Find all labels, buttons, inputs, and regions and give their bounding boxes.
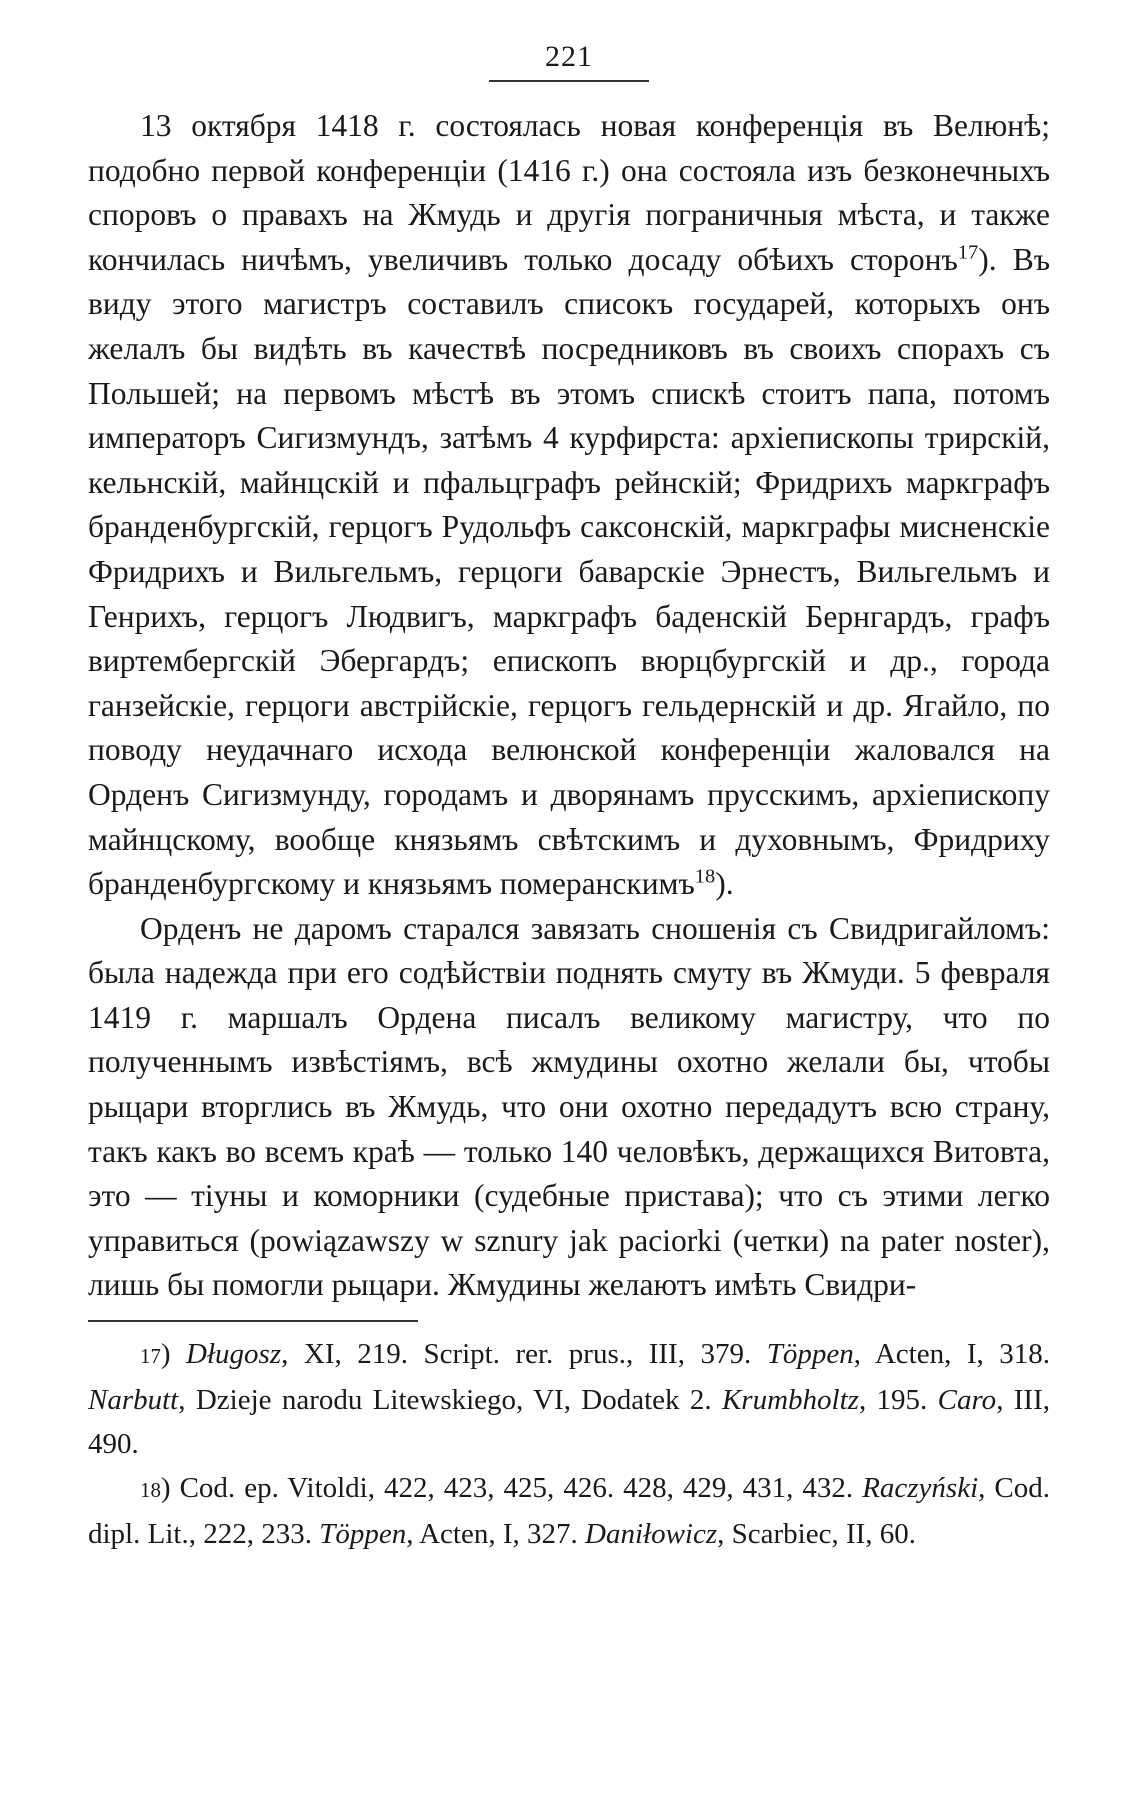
footnote-ref-17: 17 [957,241,979,264]
footnote-17-mark: 17 [140,1344,161,1369]
footnote-18-text-2: , Cod. dipl. Lit., 222, 233. [88,1472,1051,1551]
paragraph-1-part-3: ). [715,866,734,902]
footnotes [88,1332,1050,1556]
footnote-17-text-3: , Dzieje narodu Litewskiego, VI, Dodatek 2. [178,1384,722,1417]
book-page [88,40,1050,1556]
footnote-18-author-raczynski: Raczyński [862,1472,979,1505]
footnote-18-text-1: Cod. ep. Vitoldi, 422, 423, 425, 426. 428, 429, 431, 432. [179,1472,863,1505]
paragraph-2-text: Орденъ не даромъ старался завязать сношенія съ Свидригайломъ: была надежда при его содѣйствіи поднять смуту въ Жмуди. 5 февраля 1419 г. маршалъ Ордена писалъ великому магистру, что по полученнымъ извѣстіямъ, всѣ жмудины охотно желали бы, чтобы рыцари вторглись въ Жмудь, что они охотно передадутъ всю страну, такъ какъ во всемъ краѣ — только 140 человѣкъ, держащихся Витовта, это — тіуны и коморники (судебные пристава); что съ этими легко управиться (powiązawszy w sznury jak paciorki (четки) na pater noster), лишь бы помогли рыцари. Жмудины желаютъ имѣть Свидри- [88,910,1050,1303]
footnote-17-text-4: , 195. [858,1384,938,1417]
footnote-17-author-toppen: Töppen [766,1338,854,1371]
paragraph-2 [88,907,1050,1308]
footnote-17-text-1: , XI, 219. Script. rer. prus., III, 379. [281,1338,767,1371]
main-text [88,104,1050,1308]
footnote-ref-18: 18 [694,865,716,888]
footnote-17-author-dlugosz: Długosz [186,1338,282,1371]
footnote-17-text-5: , III, 490. [88,1384,1050,1461]
footnote-17 [88,1332,1050,1466]
paragraph-1-part-1: 13 октября 1418 г. состоялась новая конференція въ Велюнѣ; подобно первой конференціи (1416 г.) она состояла изъ безконечныхъ споровъ о правахъ на Жмудь и другія пограничныя мѣста, и также кончилась ничѣмъ, увеличивъ только досаду обѣихъ сторонъ [88,108,1050,277]
footnote-18-text-3: , Acten, I, 327. [406,1518,586,1551]
footnote-17-author-caro: Caro [937,1384,997,1417]
footnote-18-author-danilowicz: Daniłowicz [585,1518,718,1551]
footnote-divider [88,1320,418,1322]
footnote-18-author-toppen: Töppen [319,1518,407,1551]
page-number: 221 [489,40,649,82]
footnote-18-mark: 18 [140,1478,161,1503]
footnote-17-text-2: , Acten, I, 318. [853,1338,1051,1371]
paragraph-1 [88,104,1050,907]
footnote-18 [88,1466,1050,1556]
paragraph-1-part-2: ). Въ виду этого магистръ составилъ списокъ государей, которыхъ онъ желалъ бы видѣть въ качествѣ посредниковъ въ своихъ спорахъ съ Польшей; на первомъ мѣстѣ въ этомъ спискѣ стоитъ папа, потомъ императоръ Сигизмундъ, затѣмъ 4 курфирста: архіепископы трирскій, кельнскій, майнцскій и пфальцграфъ рейнскій; Фридрихъ маркграфъ бранденбургскій, герцогъ Рудольфъ саксонскій, маркграфы мисненскіе Фридрихъ и Вильгельмъ, герцоги баварскіе Эрнестъ, Вильгельмъ и Генрихъ, герцогъ Людвигъ, маркграфъ баденскій Бернгардъ, графъ виртембергскій Эбергардъ; епископъ вюрцбургскій и др., города ганзейскіе, герцоги австрійскіе, герцогъ гельдернскій и др. Ягайло, по поводу неудачнаго исхода велюнской конференціи жаловался на Орденъ Сигизмунду, городамъ и дворянамъ прусскимъ, архіепископу майнцскому, вообще князьямъ свѣтскимъ и духовнымъ, Фридриху бранденбургскому и князьямъ померанскимъ [88,241,1050,902]
footnote-17-author-krumbholtz: Krumbholtz [721,1384,859,1417]
footnote-17-author-narbutt: Narbutt [88,1384,179,1417]
footnote-18-text-4: , Scarbiec, II, 60. [717,1518,917,1551]
footnote-17-paren: ) [160,1338,171,1371]
footnote-18-paren: ) [160,1472,171,1505]
